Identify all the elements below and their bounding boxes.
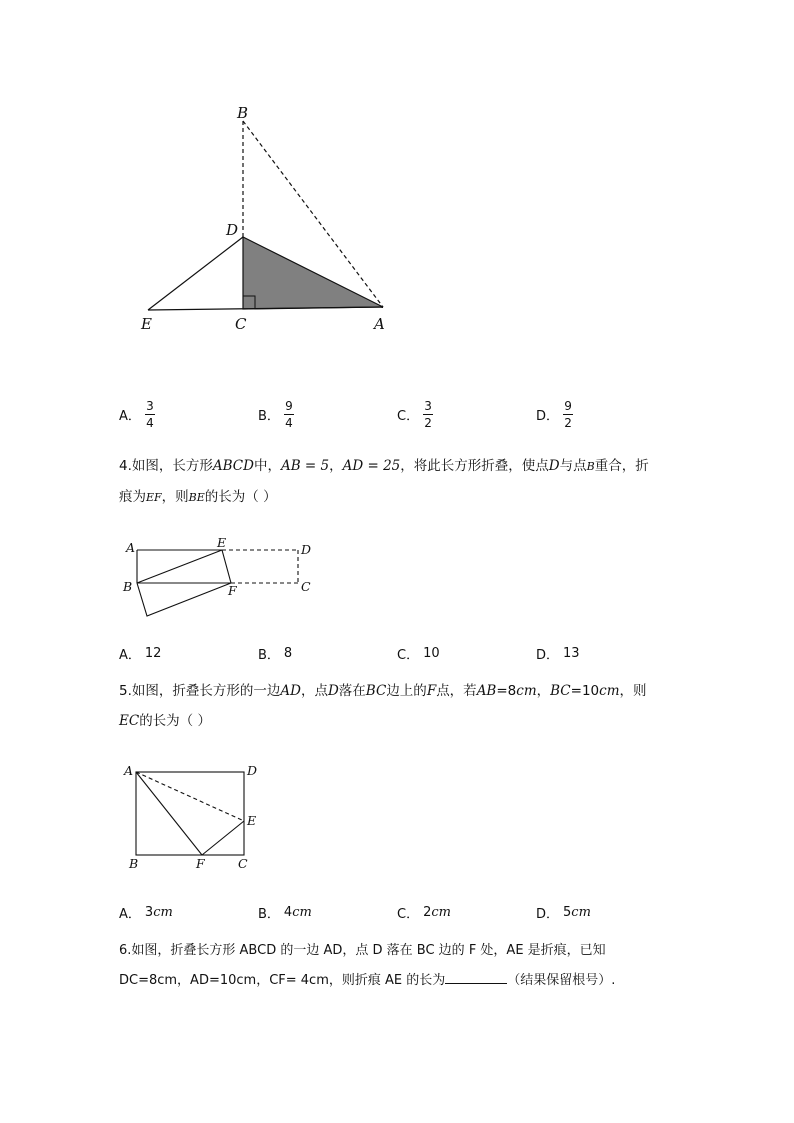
q4-option-b[interactable]: B． 8: [258, 646, 293, 663]
shaded-triangle: [243, 237, 383, 309]
q3-option-d[interactable]: D． $\frac{9}{2}$: [536, 399, 572, 430]
q3-option-b[interactable]: B． $\frac{9}{4}$: [258, 399, 293, 430]
folded-flap: [137, 583, 231, 616]
q4-question: [119, 451, 679, 513]
figure-q5-rectangle-fold: [0, 760, 794, 875]
segment-ef: [222, 550, 231, 583]
q5-option-a[interactable]: A． 3 cm: [119, 905, 173, 922]
label-c: C: [301, 579, 311, 594]
segment-be: [137, 550, 222, 583]
fraction: $\frac{3}{4}$: [146, 399, 154, 430]
q5-question: [119, 676, 679, 736]
q4-option-d[interactable]: D． 13: [536, 646, 580, 663]
fraction: $\frac{9}{4}$: [285, 399, 293, 430]
fraction: $\frac{9}{2}$: [564, 399, 572, 430]
answer-blank[interactable]: [445, 969, 507, 984]
q4-line-2: 痕为EF，则BE的长为（ ）: [119, 489, 277, 505]
q5-option-b[interactable]: B． 4 cm: [258, 905, 312, 922]
label-c: C: [235, 315, 247, 333]
figure-q4-rectangle-fold: [0, 530, 794, 625]
dashed-ae: [136, 772, 244, 821]
label-d: D: [247, 763, 258, 778]
label-b: B: [129, 856, 139, 871]
q4-line-1: 4.如图，长方形ABCD中，AB = 5，AD = 25，将此长方形折叠，使点D与点B重合，折: [119, 458, 649, 474]
q6-line-2: DC=8cm，AD=10cm，CF= 4cm，则折痕 AE 的长为 （结果保留根号）.: [119, 966, 679, 996]
label-e: E: [141, 315, 152, 333]
segment-fe: [202, 821, 244, 855]
label-f: F: [228, 583, 237, 598]
label-b: B: [123, 579, 133, 594]
q5-line-2: EC的长为（ ）: [119, 713, 211, 729]
label-a: A: [126, 540, 136, 555]
label-b: B: [237, 104, 249, 122]
label-a: A: [374, 315, 385, 333]
label-d: D: [226, 221, 239, 239]
q3-option-a[interactable]: A． $\frac{3}{4}$: [119, 399, 154, 430]
q4-option-c[interactable]: C． 10: [397, 646, 440, 663]
label-c: C: [238, 856, 248, 871]
label-f: F: [196, 856, 205, 871]
figure-triangle-fold: [0, 0, 794, 345]
q5-line-1: 5.如图，折叠长方形的一边AD，点D落在BC边上的F点，若AB=8cm，BC=10cm，则: [119, 683, 647, 699]
segment-ed: [148, 237, 243, 310]
label-d: D: [301, 542, 312, 557]
segment-af: [136, 772, 202, 855]
label-e: E: [217, 535, 227, 550]
label-a: A: [124, 763, 134, 778]
fraction: $\frac{3}{2}$: [424, 399, 432, 430]
q5-option-d[interactable]: D． 5 cm: [536, 905, 591, 922]
q6-question: [119, 936, 679, 996]
label-e: E: [247, 813, 257, 828]
q6-line-1: 6.如图，折叠长方形 ABCD 的一边 AD，点 D 落在 BC 边的 F 处，AE 是折痕，已知: [119, 943, 606, 958]
q4-option-a[interactable]: A． 12: [119, 646, 162, 663]
q5-option-c[interactable]: C． 2 cm: [397, 905, 451, 922]
q3-option-c[interactable]: C． $\frac{3}{2}$: [397, 399, 432, 430]
